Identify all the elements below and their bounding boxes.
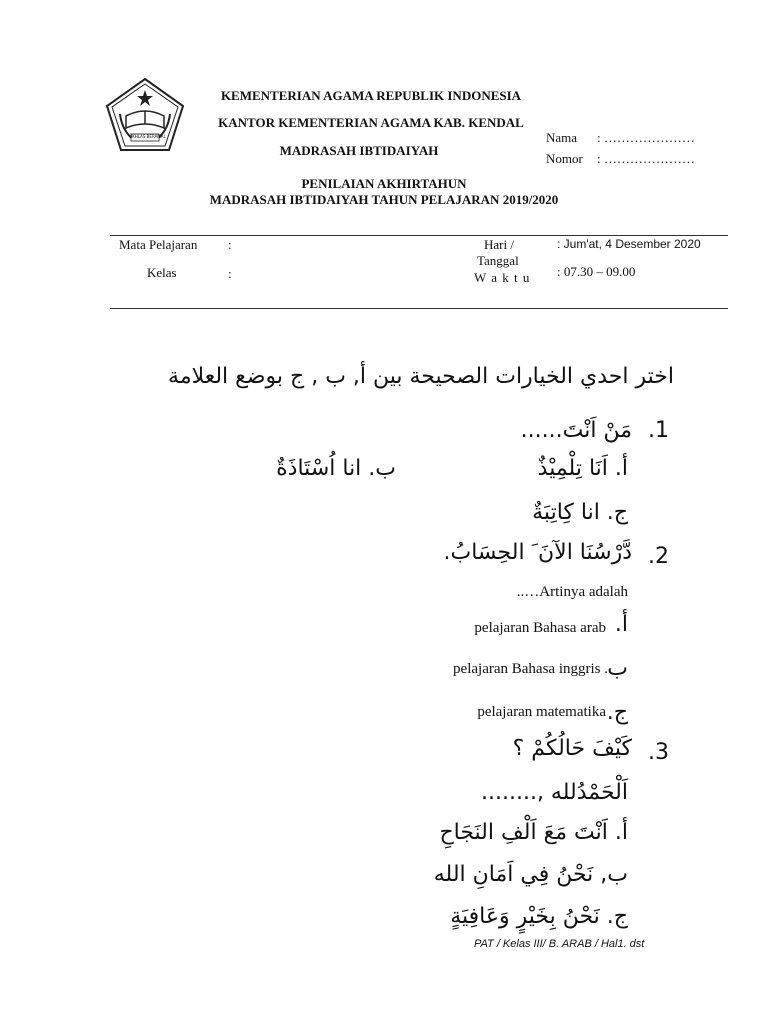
school-title: MADRASAH IBTIDAIYAH xyxy=(279,143,439,158)
date-value: : Jum'at, 4 Desember 2020 xyxy=(557,237,701,251)
office-title: KANTOR KEMENTERIAN AGAMA KAB. KENDAL xyxy=(218,115,524,130)
time-value: : 07.30 – 09.00 xyxy=(557,264,636,279)
class-label: Kelas xyxy=(147,265,177,280)
question-1-option-a: أ. اَنَا تِلْمِيْذٌ xyxy=(537,456,628,481)
info-bottom-rule xyxy=(110,308,728,309)
question-3-text: كَيْفَ حَالُكُمْ ؟ xyxy=(512,736,632,761)
logo-ribbon-text: IKHLAS BERAMAL xyxy=(131,134,166,139)
question-1-text: مَنْ اَنْتَ...... xyxy=(520,418,632,443)
number-label: Nomor xyxy=(546,151,583,166)
question-2-option-c-text: pelajaran matematika xyxy=(477,704,606,720)
number-value: : ………………… xyxy=(597,151,695,166)
question-2-number: .2 xyxy=(648,544,669,569)
subject-colon: : xyxy=(228,237,232,252)
time-label: W a k t u xyxy=(474,270,531,285)
question-1-option-c: ج. انا كِاتِبَةٌ xyxy=(532,500,628,525)
question-1-option-b: ب. انا اُسْتَاذَةٌ xyxy=(276,456,396,481)
question-2-option-b-letter: ب xyxy=(607,656,628,681)
ministry-logo xyxy=(104,76,186,154)
question-2-meaning-prompt: ..…Artinya adalah xyxy=(516,584,628,600)
exam-subtitle: MADRASAH IBTIDAIYAH TAHUN PELAJARAN 2019/2020 xyxy=(209,192,559,207)
question-2-option-a-letter: أ. xyxy=(614,612,628,637)
question-1-number: .1 xyxy=(648,418,669,443)
question-2-option-a-text: pelajaran Bahasa arab xyxy=(474,620,606,636)
info-top-rule xyxy=(110,235,728,236)
question-3-option-a: أ. اَنْتَ مَعَ اَلْفِ النَجَاحِ xyxy=(439,820,628,845)
question-3-number: .3 xyxy=(648,740,669,765)
day-label: Hari / xyxy=(484,237,514,252)
name-label: Nama xyxy=(546,130,578,145)
date-label: Tanggal xyxy=(477,253,519,268)
question-3-option-c: ج. نَحْنُ بِخَيْرٍ وَعَافِيَةٍ xyxy=(450,904,628,929)
question-2-option-b-text: pelajaran Bahasa inggris . xyxy=(453,661,608,677)
ministry-title: KEMENTERIAN AGAMA REPUBLIK INDONESIA xyxy=(220,88,522,103)
page-footer: PAT / Kelas III/ B. ARAB / Hal1. dst xyxy=(474,938,645,950)
name-value: : ………………… xyxy=(597,130,695,145)
subject-label: Mata Pelajaran xyxy=(119,237,198,252)
class-colon: : xyxy=(228,266,232,281)
question-2-text: دَّرْسُنَا الآنَ َ الحِسَابُ. xyxy=(443,540,632,565)
question-3-option-b: ب, نَحْنُ فِي اَمَانِ الله xyxy=(433,862,628,887)
instruction-text: اختر احدي الخيارات الصحيحة بين أ, ب , ج بوضع العلامة xyxy=(168,364,674,389)
exam-title: PENILAIAN AKHIRTAHUN xyxy=(301,176,467,191)
question-3-answer: اَلْحَمْدُلله ,........ xyxy=(481,780,628,805)
question-2-option-c-letter: ج. xyxy=(606,700,628,725)
